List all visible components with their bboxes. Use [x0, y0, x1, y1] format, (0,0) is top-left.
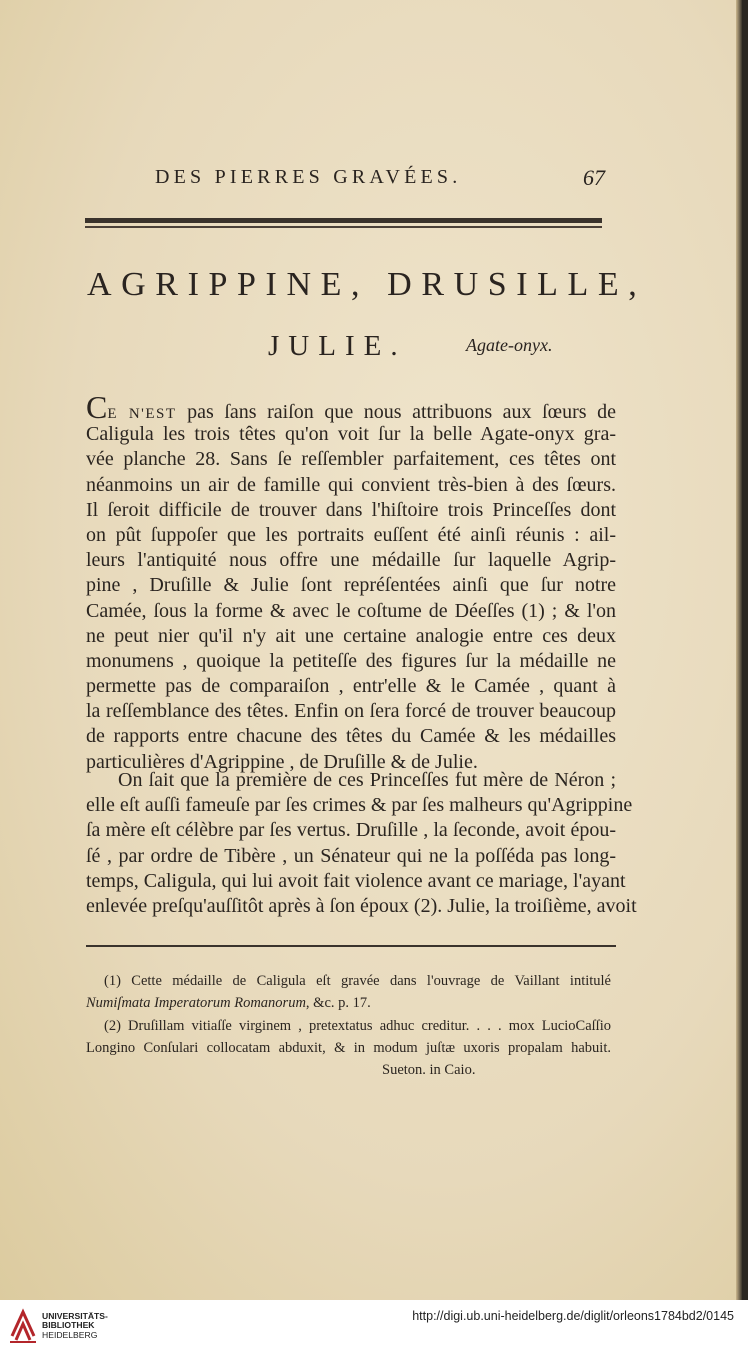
paragraph-line: on pût ſuppoſer que les portraits euſſent été ainſi réunis : ail-: [86, 523, 616, 546]
running-header: [155, 166, 605, 196]
footnote-rule: [86, 945, 616, 947]
footnote-line: [86, 992, 611, 1014]
paragraph-line: vée planche 28. Sans ſe reſſembler parfaitement, ces têtes ont: [86, 448, 616, 471]
drop-cap: C: [86, 389, 108, 425]
library-name: [42, 1312, 108, 1340]
footnote-1: [86, 970, 611, 1014]
footnote-line: (1) Cette médaille de Caligula eſt gravée dans l'ouvrage de Vaillant intitulé: [104, 973, 611, 989]
paragraph-line: ſa mère eſt célèbre par ſes vertus. Druſille , la ſeconde, avoit épou-: [86, 819, 616, 842]
header-rule-thin: [85, 226, 602, 228]
paragraph-line: Il ſeroit difficile de trouver dans l'hiſtoire trois Princeſſes dont: [86, 498, 616, 521]
paragraph-line: elle eſt auſſi fameuſe par ſes crimes & par ſes malheurs qu'Agrippine: [86, 794, 633, 817]
paragraph-line: temps, Caligula, qui lui avoit fait violence avant ce mariage, l'ayant: [86, 869, 626, 892]
footer-bar: [0, 1300, 748, 1352]
footnote-line: (2) Druſillam vitiaſſe virginem , pretextatus adhuc creditur. . . . mox LucioCaſſio: [104, 1018, 611, 1034]
paragraph-2: [86, 768, 637, 919]
library-logo-icon: [8, 1306, 38, 1344]
paragraph-line: ſé , par ordre de Tibère , un Sénateur qui ne la poſſéda pas long-: [86, 844, 616, 867]
section-title: AGRIPPINE, DRUSILLE,: [87, 266, 647, 303]
footnote-signature: Sueton. in Caio.: [382, 1062, 476, 1078]
section-title-line2: JULIE.: [268, 330, 407, 362]
small-caps: E N'EST: [107, 406, 177, 422]
running-title: DES PIERRES GRAVÉES.: [155, 166, 462, 188]
paragraph-line: la reſſemblance des têtes. Enfin on ſera forcé de trouver beaucoup: [86, 700, 616, 723]
library-name-line1: UNIVERSITÄTS-: [42, 1311, 108, 1321]
footnote-text: , &c. p. 17.: [305, 995, 371, 1011]
paragraph-line: permette pas de comparaiſon , entr'elle & le Camée , quant à: [86, 675, 616, 698]
library-name-line2: BIBLIOTHEK: [42, 1320, 95, 1331]
paragraph-line: néanmoins un air de famille qui convient très-bien à des ſœurs.: [86, 473, 616, 496]
line-text: pas ſans raiſon que nous attribuons aux ſœurs de: [176, 401, 616, 423]
paragraph-line: enlevée preſqu'auſſitôt après à ſon époux (2). Julie, la troiſième, avoit: [86, 894, 637, 917]
footnote-italic: Numiſmata Imperatorum Romanorum: [86, 995, 306, 1011]
section-subtitle: Agate-onyx.: [466, 335, 553, 355]
paragraph-line: On ſait que la première de ces Princeſſes fut mère de Néron ;: [118, 769, 616, 791]
paragraph-line: ne peut nier qu'il n'y ait une certaine analogie entre ces deux: [86, 624, 616, 647]
paragraph-line: de rapports entre chacune des têtes du Camée & les médailles: [86, 725, 616, 748]
paragraph-line: Camée, ſous la forme & avec le coſtume de Déeſſes (1) ; & l'on: [86, 599, 616, 622]
paragraph-line: Caligula les trois têtes qu'on voit ſur la belle Agate-onyx gra-: [86, 423, 616, 446]
header-rule-thick: [85, 218, 602, 223]
source-url-link[interactable]: http://digi.ub.uni-heidelberg.de/diglit/orleons1784bd2/0145: [412, 1309, 734, 1323]
page-edge: [736, 0, 742, 1300]
paragraph-line: pine , Druſille & Julie ſont repréſentées ainſi que ſur notre: [86, 574, 616, 597]
footnote-2: [86, 1015, 611, 1081]
paragraph-line: monumens , quoique la petiteſſe des figures ſur la médaille ne: [86, 649, 616, 672]
paragraph-line: particulières d'Agrippine , de Druſille & de Julie.: [86, 750, 478, 773]
paragraph-line: [86, 389, 616, 425]
paragraph-line: leurs l'antiquité nous offre une médaille ſur laquelle Agrip-: [86, 549, 616, 572]
library-name-line3: HEIDELBERG: [42, 1329, 98, 1340]
footnote-line: Longino Conſulari collocatam abduxit, & in modum juſtæ uxoris propalam habuit.: [86, 1040, 611, 1056]
page-number: 67: [583, 165, 605, 190]
paragraph-1: [86, 389, 616, 775]
